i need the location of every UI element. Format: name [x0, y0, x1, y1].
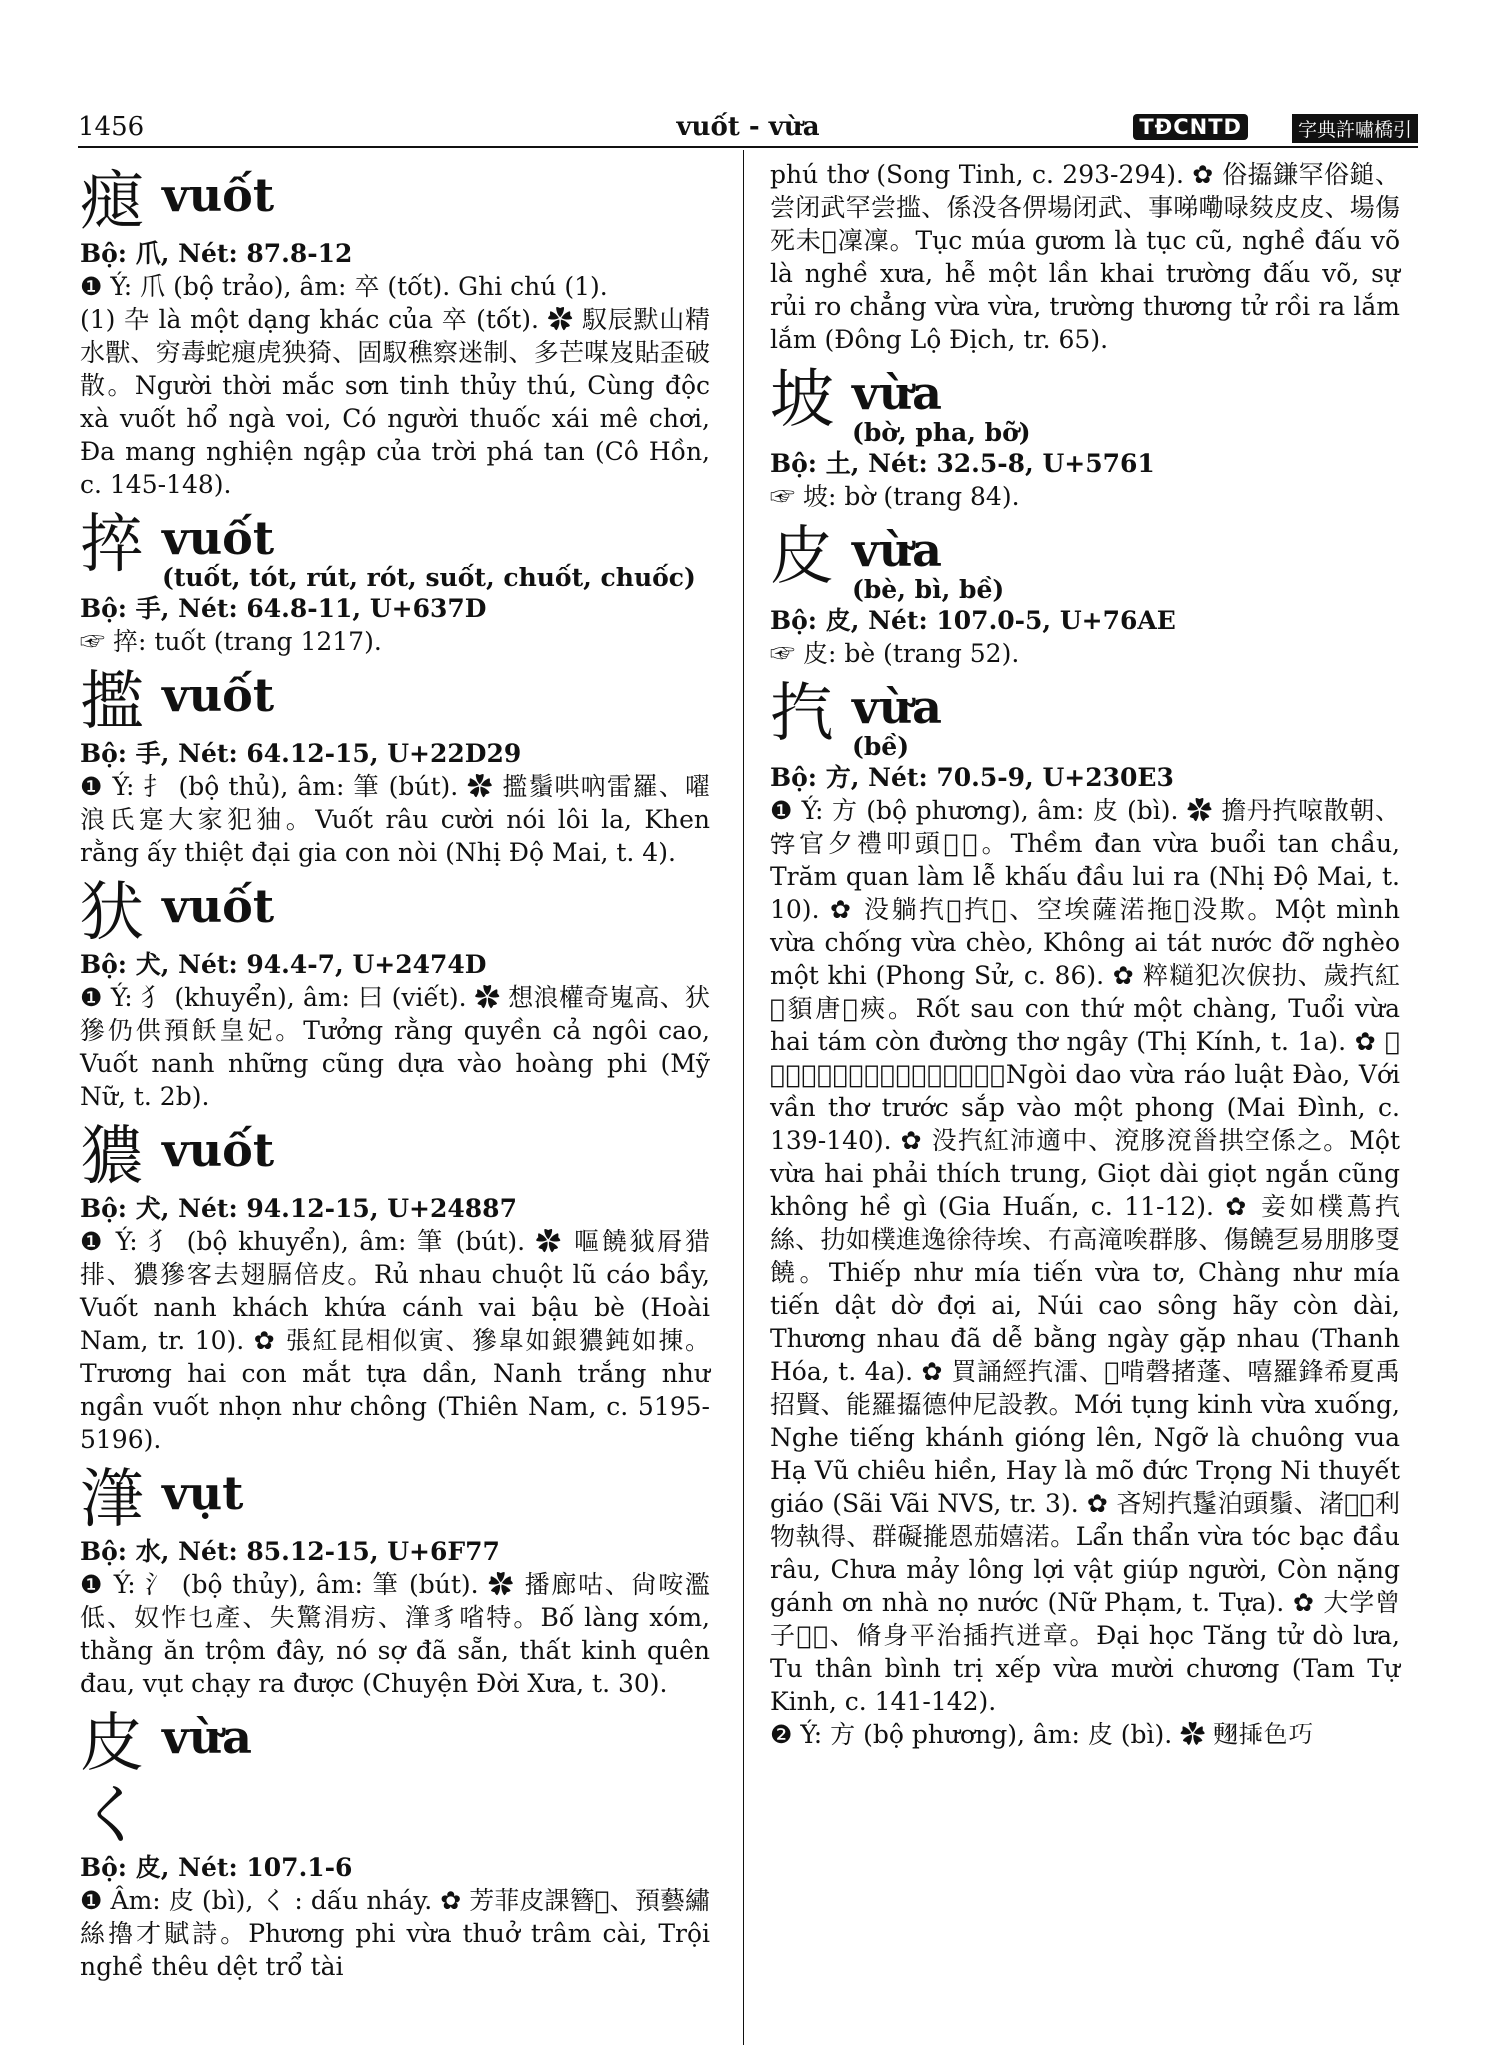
- entry-body: ❶ Ý: 犭 (khuyển), âm: 曰 (viết). ✿ 想浪權奇嵬高、犾㺑仍供預飫皇妃。Tưởng rằng quyền cả ngôi cao, Vuốt nanh những cũng dựa vào hoàng phi (Mỹ Nữ, t. 2b).: [80, 983, 710, 1111]
- page-number: 1456: [78, 112, 145, 142]
- entry-meta: Bộ: 方, Nét: 70.5-9, U+230E3: [770, 763, 1174, 792]
- entry-character: 潷: [80, 1463, 144, 1537]
- entry-heading: [80, 1708, 710, 1852]
- entry-heading: [770, 364, 1400, 448]
- entry-headword: vừa: [852, 680, 942, 734]
- dictionary-entry: [80, 666, 710, 869]
- entry-body: ❶ Ý: 扌 (bộ thủ), âm: 筆 (bút). ✿ 㩜鬚哄吶雷羅、嚁浪氏寔大家犯㹨。Vuốt râu cười nói lôi la, Khen rằng ấy thiệt đại gia con nòi (Nhị Độ Mai, t. 4).: [80, 772, 710, 867]
- entry-character: 捽: [80, 508, 144, 582]
- entry-headword: vuốt: [162, 168, 275, 222]
- entry-body: ☞ 坡: bờ (trang 84).: [770, 482, 1020, 511]
- entry-character: 坡: [770, 363, 834, 437]
- entry-headword: vụt: [162, 1466, 244, 1520]
- entry-heading: [770, 678, 1400, 762]
- dictionary-entry: [770, 521, 1400, 670]
- entry-variants: (bè, bì, bề): [852, 575, 1005, 604]
- entry-body: ☞ 皮: bè (trang 52).: [770, 639, 1020, 668]
- entry-meta: Bộ: 爪, Nét: 87.8-12: [80, 239, 353, 268]
- entry-body: ☞ 捽: tuốt (trang 1217).: [80, 627, 382, 656]
- entry-heading: [80, 509, 710, 593]
- entry-headword: vuốt: [162, 879, 275, 933]
- dictionary-entry: [770, 364, 1400, 513]
- entry-meta: Bộ: 手, Nét: 64.8-11, U+637D: [80, 594, 487, 623]
- entry-body: ❶ Ý: 犭 (bộ khuyển), âm: 筆 (bút). ✿ 嘔饒狘㞕猎排、㺜㺑客去翅膈倍皮。Rủ nhau chuột lũ cáo bầy, Vuốt nanh khách khứa cánh vai bậu bè (Hoài Nam, tr. 10). ✿ 張紅昆相似寅、㺑皐如銀㺜鈍如㨂。Trương hai con mắt tựa dần, Nanh trắng như ngần vuốt nhọn như chông (Thiên Nam, c. 5195-5196).: [80, 1227, 710, 1454]
- entry-variants: (tuốt, tót, rút, rót, suốt, chuốt, chuốc): [162, 563, 696, 592]
- entry-meta: Bộ: 犬, Nét: 94.4-7, U+2474D: [80, 950, 487, 979]
- source-badge: TĐCNTD: [1133, 114, 1248, 140]
- entry-character: 㺜: [80, 1120, 144, 1194]
- entry-heading: [80, 666, 710, 738]
- right-column: [770, 158, 1400, 1751]
- entry-body: ❶ Ý: 爪 (bộ trảo), âm: 卒 (tốt). Ghi chú (1). (1) 卆 là một dạng khác của 卒 (tốt). ✿ 馭辰默山精水獸、穷毒蛇㾼虎㹧猗、固馭穛察迷制、多芒㖼岌貼歪破散。Người thời mắc sơn tinh thủy thú, Cùng độc xà vuốt hổ ngà voi, Có người thuốc xái mê chơi, Đa mang nghiện ngập của trời phá tan (Cô Hồn, c. 145-148).: [80, 272, 710, 499]
- entry-character: 㩜: [80, 665, 144, 739]
- page-header: [78, 108, 1418, 148]
- entry-meta: Bộ: 皮, Nét: 107.0-5, U+76AE: [770, 606, 1176, 635]
- entry-heading: [80, 877, 710, 949]
- entry-character: 犾: [80, 876, 144, 950]
- entry-heading: [770, 521, 1400, 605]
- entry-character: 㾼: [80, 165, 144, 239]
- dictionary-entry: [80, 509, 710, 658]
- entry-character: 皮く: [80, 1707, 144, 1853]
- entry-meta: Bộ: 手, Nét: 64.12-15, U+22D29: [80, 739, 522, 768]
- dictionary-entry: [80, 166, 710, 501]
- entry-meta: Bộ: 土, Nét: 32.5-8, U+5761: [770, 449, 1155, 478]
- dictionary-entry: [770, 678, 1400, 1751]
- dictionary-entry: [80, 1708, 710, 1983]
- entry-headword: vuốt: [162, 511, 275, 565]
- entry-meta: Bộ: 犬, Nét: 94.12-15, U+24887: [80, 1194, 517, 1223]
- entry-body: ❶ Ý: 氵 (bộ thủy), âm: 筆 (bút). ✿ 播廊咕、尙咹濫低、奴怍乜產、失驚涓疠、潷豸㗂特。Bố làng xóm, thằng ăn trộm đây, nó sợ đã sẵn, thất kinh quên đau, vụt chạy ra được (Chuyện Đời Xưa, t. 30).: [80, 1570, 710, 1698]
- entry-heading: [80, 1121, 710, 1193]
- column-divider: [743, 150, 744, 2045]
- dictionary-entry: [80, 877, 710, 1113]
- source-badge-chars: 字典許嘯橋引: [1292, 114, 1418, 143]
- page-title: vuốt - vừa: [676, 112, 820, 142]
- entry-heading: [80, 1464, 710, 1536]
- entry-headword: vừa: [162, 1710, 252, 1764]
- entry-meta: Bộ: 水, Nét: 85.12-15, U+6F77: [80, 1537, 500, 1566]
- dictionary-entry: [80, 1464, 710, 1700]
- dictionary-entry: [80, 1121, 710, 1456]
- entry-variants: (bờ, pha, bỡ): [852, 418, 1031, 447]
- continued-text: phú thơ (Song Tinh, c. 293-294). ✿ 俗㩡鎌罕俗鎚、尝闭武罕尝㨫、係没各㑭場闭武、事㖒嘞㖨㩼皮皮、場傷死未𤷱凜凜。Tục múa gươm là tục cũ, nghề đấu võ là nghề xưa, hễ một lần khai trường đấu võ, sự rủi ro chẳng vừa vừa, trường thương tử rồi ra lắm lắm (Đông Lộ Địch, tr. 65).: [770, 160, 1400, 354]
- entry-headword: vuốt: [162, 668, 275, 722]
- entry-heading: [80, 166, 710, 238]
- entry-headword: vừa: [852, 523, 942, 577]
- entry-body: ❶ Ý: 方 (bộ phương), âm: 皮 (bì). ✿ 擔丹㧉㗒散朝、𡨸官夕禮叩頭𨇒𩩖。Thềm đan vừa buổi tan chầu, Trăm quan làm lễ khấu đầu lui ra (Nhị Độ Mai, t. 10). ✿ 没躺㧉𢫝㧉𢭿、空埃薩渃拖𩸄没欺。Một mình vừa chống vừa chèo, Không ai tát nước đỡ nghèo một khi (Phong Sử, c. 86). ✿ 粹𥽌犯次㑦扐、歲㧉紅𣏍䫉唐𨁪㾜。Rốt sau con thứ một chàng, Tuổi vừa hai tám còn đường thơ ngây (Thị Kính, t. 1a). ✿ 𥹰蛟㧉燥律陶、貝韻詩𩰓插𠇍没封。Ngòi dao vừa ráo luật Đào, Với vần thơ trước sắp vào một phong (Mai Đình, c. 139-140). ✿ 没㧉紅沛適中、渷䏧渷𩠐拱空係之。Một vừa hai phải thích trung, Giọt dài giọt ngắn cũng không hề gì (Gia Huấn, c. 11-12). ✿ 妾如樸蔦㧉絲、扐如樸進逸徐待埃、冇高滝唉群䏧、傷饒乭易朋䏧㪅饒。Thiếp như mía tiến vừa tơ, Chàng như mía tiến dật dờ đợi ai, Núi cao sông hãy còn dài, Thương nhau đã dễ bằng ngày gặp nhau (Thanh Hóa, t. 4a). ✿ 買誦經㧉㵢、𠻀啃磬㨋蓬、嘻羅鋒希夏禹招賢、能羅㩡德仲尼設教。Mới tụng kinh vừa xuống, Nghe tiếng khánh gióng lên, Ngỡ là chuông vua Hạ Vũ chiêu hiền, Hay là mõ đức Trọng Ni thuyết giáo (Sãi Vãi NVS, tr. 3). ✿ 吝矧㧉鬔泊頭鬚、渚𦏓𪁳利物執得、群礙㨢恩茄嬉渃。Lẩn thẩn vừa tóc bạc đầu râu, Chưa mảy lông lợi vật giúp người, Còn nặng gánh ơn nhà nọ nước (Nữ Phạm, t. Tựa). ✿ 大学曾子𨅸𨀎、脩身平治插㧉迸章。Đại học Tăng tử dò lưa, Tu thân bình trị xếp vừa mười chương (Tam Tự Kinh, c. 141-142). ❷ Ý: 方 (bộ phương), âm: 皮 (bì). ✿ 𦑃𢮿色巧: [770, 796, 1400, 1749]
- left-column: [80, 158, 710, 1983]
- entry-meta: Bộ: 皮, Nét: 107.1-6: [80, 1853, 353, 1882]
- entry-character: 皮: [770, 520, 834, 594]
- entry-character: 㧉: [770, 677, 834, 751]
- entry-body: ❶ Âm: 皮 (bì), く : dấu nháy. ✿ 芳菲皮課簪𢪀、預藝繡絲擼才賦詩。Phương phi vừa thuở trâm cài, Trội nghề thêu dệt trổ tài: [80, 1886, 710, 1981]
- header-rule: [78, 146, 1418, 148]
- entry-variants: (bề): [852, 732, 910, 761]
- entry-headword: vừa: [852, 366, 942, 420]
- entry-headword: vuốt: [162, 1123, 275, 1177]
